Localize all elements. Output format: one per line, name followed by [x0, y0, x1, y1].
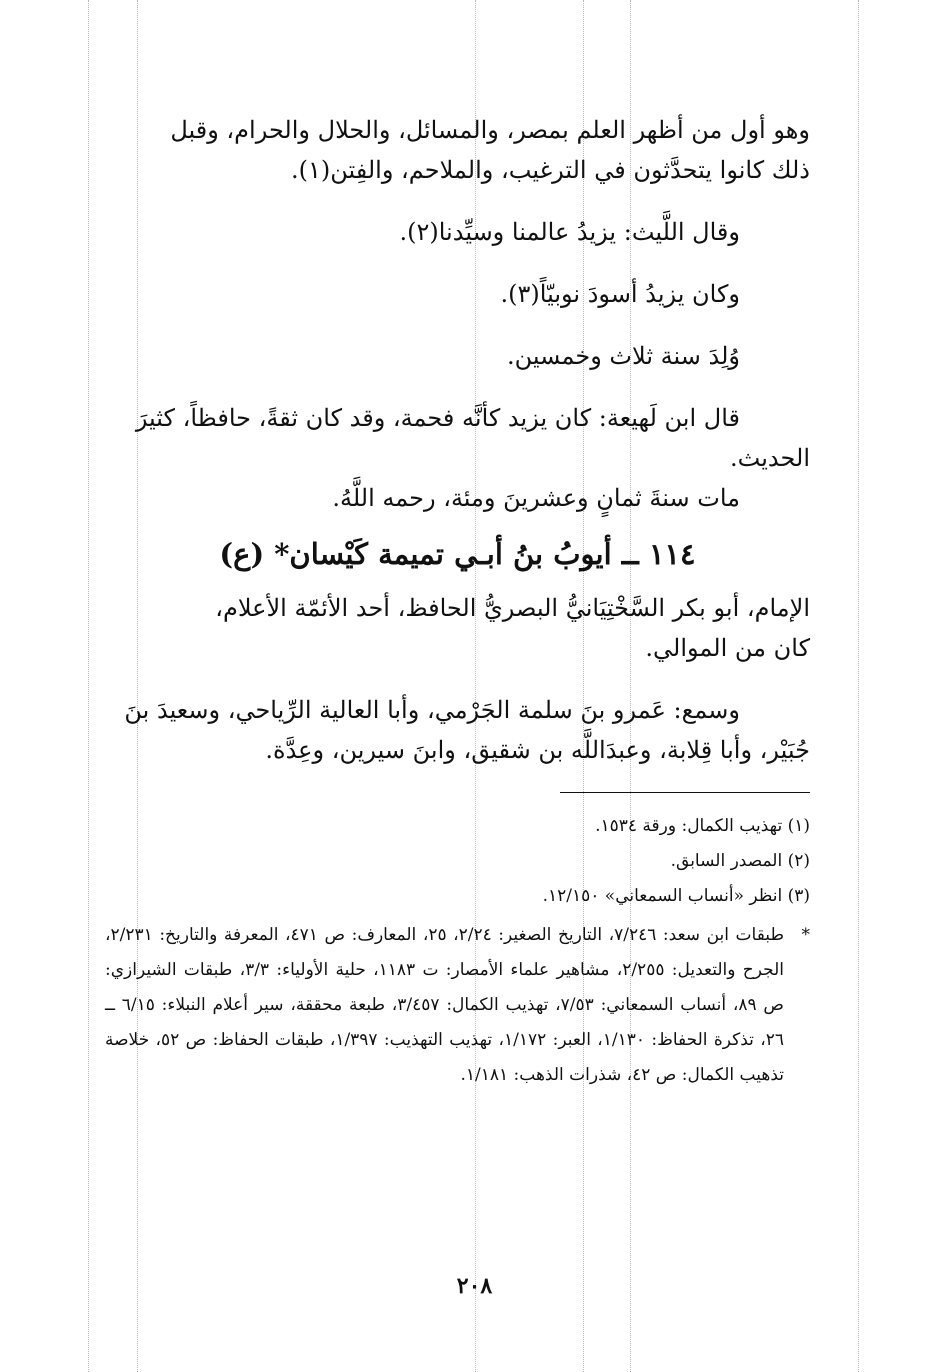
footnote-3: (٣) انظر «أنساب السمعاني» ١٢/١٥٠.	[542, 886, 810, 906]
paragraph-layth-quote: وقال اللَّيث: يزيدُ عالمنا وسيِّدنا(٢).	[399, 218, 740, 246]
text-line: جُبَيْر، وأبا قِلابة، وعبدَاللَّه بن شقيق، وابنَ سيرين، وعِدَّة.	[265, 736, 810, 764]
paragraph-teachers	[105, 690, 810, 770]
footnote-divider	[560, 792, 810, 793]
paragraph-intro	[105, 110, 810, 190]
paragraph-ibn-lahia-quote	[105, 398, 810, 478]
scan-guide-line	[88, 0, 89, 1372]
page-content	[105, 110, 810, 1093]
text-line: وسمع: عَمرو بنَ سلمة الجَرْمي، وأبا العالية الرِّياحي، وسعيدَ بنَ	[124, 696, 740, 724]
paragraph-birth: وُلِدَ سنة ثلاث وخمسين.	[506, 342, 740, 370]
asterisk-marker: *	[801, 925, 810, 945]
footnote-2: (٢) المصدر السابق.	[670, 851, 810, 871]
text-line: كان من الموالي.	[645, 634, 810, 662]
footnote-sources	[105, 918, 810, 1093]
footnote-1: (١) تهذيب الكمال: ورقة ١٥٣٤.	[595, 816, 810, 836]
scan-guide-line	[858, 0, 859, 1372]
text-line: الحديث.	[730, 444, 810, 472]
paragraph-bio	[105, 588, 810, 668]
page-number: ٢٠٨	[456, 1273, 493, 1299]
paragraph-death: مات سنةَ ثمانٍ وعشرينَ ومئة، رحمه اللَّهُ.	[332, 484, 740, 512]
text-line: ذلك كانوا يتحدَّثون في الترغيب، والملاحم، والفِتن(١).	[290, 156, 810, 184]
text-line: قال ابن لَهيعة: كان يزيد كأنَّه فحمة، وقد كان ثقةً، حافظاً، كثيرَ	[135, 404, 740, 432]
paragraph-description: وكان يزيدُ أسودَ نوبيّاً(٣).	[500, 280, 740, 308]
entry-heading: ١١٤ ــ أيوبُ بنُ أبـي تميمة كَيْسان* (ع)	[219, 537, 696, 571]
text-line: وهو أول من أظهر العلم بمصر، والمسائل، والحلال والحرام، وقبل	[170, 116, 810, 144]
sources-text: طبقات ابن سعد: ٧/٢٤٦، التاريخ الصغير: ٢/٢٤، ٢٥، المعارف: ص ٤٧١، المعرفة والتاريخ: ٢/٢٣١، الجرح والتعديل: ٢/٢٥٥، مشاهير علماء الأمصار: ت ١١٨٣، حلية الأولياء: ٣/٣، طبقات الشيرازي: ص ٨٩، أنساب السمعاني: ٧/٥٣، تهذيب الكمال: ٣/٤٥٧، طبعة محققة، سير أعلام النبلاء: ٦/١٥ ــ ٢٦، تذكرة الحفاظ: ١/١٣٠، العبر: ١/١٧٢، تهذيب التهذيب: ١/٣٩٧، طبقات الحفاظ: ص ٥٢، خلاصة تذهيب الكمال: ص ٤٢، شذرات الذهب: ١/١٨١.	[105, 925, 785, 1085]
text-line: الإمام، أبو بكر السَّخْتِيَانيُّ البصريُّ الحافظ، أحد الأئمّة الأعلام،	[215, 594, 810, 622]
